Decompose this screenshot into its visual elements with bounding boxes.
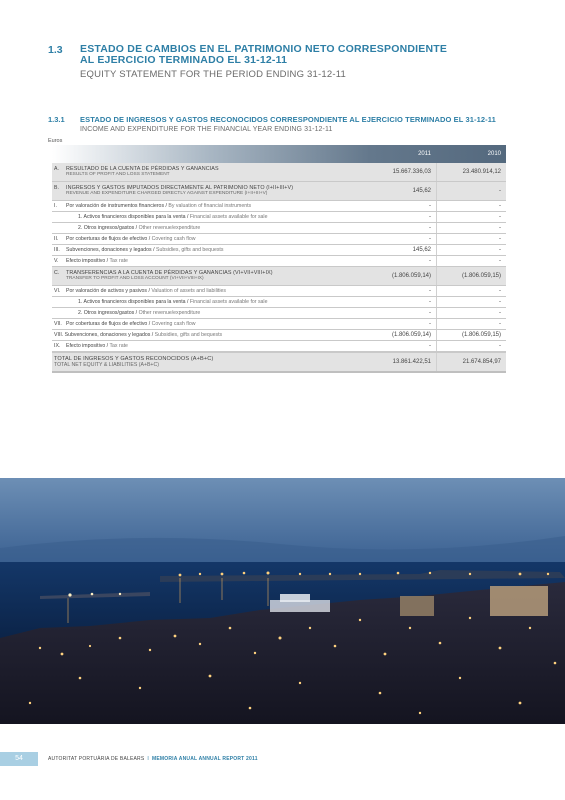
row-text-en: Covering cash flow [151, 236, 196, 242]
section-number: 1.3 [48, 44, 63, 56]
row-label [52, 245, 366, 255]
row-label [52, 319, 366, 329]
harbor-night-photo [0, 478, 565, 724]
row-text-es: Por coberturas de flujos de efectivo [66, 321, 148, 327]
table-row [52, 234, 506, 245]
row-text-es: 1. Activos financieros disponibles para la venta [78, 299, 186, 305]
row-label [52, 201, 366, 211]
cell-2011: (1.806.059,14) [391, 273, 431, 279]
cell-2011: - [429, 214, 431, 220]
row-text-es: 2. Otros ingresos/gastos [78, 310, 135, 316]
section-title: ESTADO DE CAMBIOS EN EL PATRIMONIO NETO CORRESPONDIENTE AL EJERCICIO TERMINADO EL 31-12-11 [80, 43, 448, 66]
row-text: Efecto impositivo / Tax rate [66, 343, 128, 349]
cell-2010: - [436, 297, 506, 307]
row-text: 1. Activos financieros disponibles para la venta / Financial assets available for sale [78, 214, 268, 220]
section-subtitle: EQUITY STATEMENT FOR THE PERIOD ENDING 31-12-11 [80, 69, 346, 80]
row-text-es: Por coberturas de flujos de efectivo [66, 236, 148, 242]
table-row [52, 223, 506, 234]
row-letter: B. [54, 185, 59, 191]
cell-2011: - [429, 321, 431, 327]
cell-2010: (1.806.059,15) [436, 330, 506, 340]
table-header [52, 145, 506, 163]
subsection-subtitle: INCOME AND EXPENDITURE FOR THE FINANCIAL YEAR ENDING 31-12-11 [80, 126, 333, 133]
row-text-en: Valuation of assets and liabilities [151, 288, 226, 294]
row-text-es: Por valoración de activos y pasivos [66, 288, 148, 294]
cell-2010: - [436, 223, 506, 233]
row-text-es: TRANSFERENCIAS A LA CUENTA DE PÉRDIDAS Y GANANCIAS (VI+VII+VIII+IX) [66, 270, 273, 276]
row-text-es: INGRESOS Y GASTOS IMPUTADOS DIRECTAMENTE AL PATRIMONIO NETO (I+II+III+V) [66, 185, 294, 191]
table-row [52, 182, 506, 201]
row-text-es: Por valoración de instrumentos financieros [66, 203, 165, 209]
row-letter: V. [54, 258, 59, 264]
row-text: Por valoración de instrumentos financieros / By valuation of financial instruments [66, 203, 252, 209]
cell-2011: (1.806.059,14) [391, 332, 431, 338]
footer-report: MEMORIA ANUAL ANNUAL REPORT 2011 [152, 756, 258, 762]
unit-label: Euros [48, 138, 63, 144]
row-text-es: RESULTADO DE LA CUENTA DE PÉRDIDAS Y GANANCIAS [66, 166, 219, 172]
cell-2011: - [429, 236, 431, 242]
row-letter: II. [54, 236, 59, 242]
row-label [52, 212, 366, 222]
row-text-en: RESULTS OF PROFIT AND LOSS STATEMENT [66, 172, 170, 177]
header-label-cell [52, 145, 366, 163]
cell-2011: 145,62 [412, 188, 431, 194]
cell-2010: - [436, 245, 506, 255]
row-letter: VI. [54, 288, 61, 294]
row-text: Subvenciones, donaciones y legados / Subsidies, gifts and bequests [66, 247, 224, 253]
table-row [52, 163, 506, 182]
row-label [52, 223, 366, 233]
row-text-es: 1. Activos financieros disponibles para la venta [78, 214, 186, 220]
cell-2011: - [429, 299, 431, 305]
cell-2011: - [429, 203, 431, 209]
row-letter: IX. [54, 343, 61, 349]
row-text-es: Efecto impositivo [66, 258, 106, 264]
table-row [52, 297, 506, 308]
row-text-es: VIII. Subvenciones, donaciones y legados [54, 332, 151, 338]
row-text-en: Other revenue/expenditure [138, 310, 201, 316]
subsection-number: 1.3.1 [48, 115, 65, 124]
row-text [66, 166, 364, 178]
table-row [52, 267, 506, 286]
cell-2011: - [429, 288, 431, 294]
row-text-en: Financial assets available for sale [189, 214, 268, 220]
row-text-en: Financial assets available for sale [189, 299, 268, 305]
row-text-en: TOTAL NET EQUITY & LIABILITIES (A+B+C) [54, 362, 159, 368]
row-text-en: Covering cash flow [151, 321, 196, 327]
row-label [52, 297, 366, 307]
cell-2010: 23.480.914,12 [436, 163, 506, 181]
table-row [52, 286, 506, 297]
row-label [52, 341, 366, 351]
footer-org: AUTORITAT PORTUÀRIA DE BALEARS [48, 756, 145, 762]
row-text-en: Tax rate [109, 258, 128, 264]
table-row [52, 330, 506, 341]
row-letter: VII. [54, 321, 62, 327]
cell-2010: - [436, 212, 506, 222]
row-label [52, 267, 366, 285]
cell-2010: - [436, 234, 506, 244]
row-text: 2. Otros ingresos/gastos / Other revenue/expenditure [78, 310, 201, 316]
row-label [52, 256, 366, 266]
column-header-2011: 2011 [418, 151, 431, 157]
row-text-en: Other revenue/expenditure [138, 225, 201, 231]
cell-2010: - [436, 341, 506, 351]
income-expenditure-table [52, 145, 506, 373]
row-text: 2. Otros ingresos/gastos / Other revenue/expenditure [78, 225, 201, 231]
row-text-es: 2. Otros ingresos/gastos [78, 225, 135, 231]
cell-2010: - [436, 201, 506, 211]
table-row [52, 319, 506, 330]
row-text-es: Subvenciones, donaciones y legados [66, 247, 152, 253]
cell-2011: 15.667.336,03 [392, 169, 431, 175]
row-text-en: Subsidies, gifts and bequests [154, 332, 223, 338]
row-label [52, 353, 366, 371]
footer-separator: I [147, 756, 149, 762]
row-text-en: By valuation of financial instruments [168, 203, 252, 209]
column-header-2010: 2010 [487, 151, 501, 157]
row-label [52, 330, 366, 340]
table-row [52, 245, 506, 256]
row-text: Por coberturas de flujos de efectivo / Covering cash flow [66, 236, 196, 242]
row-label [52, 234, 366, 244]
row-text-en: Subsidies, gifts and bequests [155, 247, 224, 253]
cell-2011: - [429, 310, 431, 316]
cell-2011: 13.861.422,51 [392, 359, 431, 365]
row-label [52, 286, 366, 296]
row-text [54, 356, 364, 368]
row-text: Por valoración de activos y pasivos / Valuation of assets and liabilities [66, 288, 226, 294]
table-row [52, 201, 506, 212]
cell-2010: - [436, 319, 506, 329]
total-row [52, 352, 506, 373]
row-label [52, 163, 366, 181]
cell-2010: (1.806.059,15) [436, 267, 506, 285]
subsection-title: ESTADO DE INGRESOS Y GASTOS RECONOCIDOS CORRESPONDIENTE AL EJERCICIO TERMINADO EL 31-12-11 [80, 115, 496, 124]
table-row [52, 256, 506, 267]
cell-2011: 145,62 [412, 247, 431, 253]
table-row [52, 212, 506, 223]
row-letter: I. [54, 203, 57, 209]
row-text: VIII. Subvenciones, donaciones y legados / Subsidies, gifts and bequests [54, 332, 223, 338]
table-row [52, 308, 506, 319]
cell-2010: - [436, 308, 506, 318]
row-text: 1. Activos financieros disponibles para la venta / Financial assets available for sale [78, 299, 268, 305]
row-label [52, 308, 366, 318]
row-text [66, 185, 364, 197]
row-text-en: TRANSFER TO PROFIT AND LOSS ACCOUNT (VI+VII+VIII+IX) [66, 276, 204, 281]
row-letter: C. [54, 270, 60, 276]
cell-2011: - [429, 343, 431, 349]
row-text: Efecto impositivo / Tax rate [66, 258, 128, 264]
row-text: Por coberturas de flujos de efectivo / Covering cash flow [66, 321, 196, 327]
page-footer [48, 756, 258, 762]
row-label [52, 182, 366, 200]
row-letter: III. [54, 247, 60, 253]
cell-2010: - [436, 182, 506, 200]
cell-2010: - [436, 256, 506, 266]
row-text-en: REVENUE AND EXPENDITURE CHARGED DIRECTLY AGAINST EXPENDITURE (I+II+III+V) [66, 191, 268, 196]
row-letter: A. [54, 166, 59, 172]
row-text [66, 270, 364, 282]
cell-2011: - [429, 258, 431, 264]
cell-2010: - [436, 286, 506, 296]
table-row [52, 341, 506, 352]
cell-2010: 21.674.854,97 [436, 353, 506, 371]
row-text-es: Efecto impositivo [66, 343, 106, 349]
row-text-en: Tax rate [109, 343, 128, 349]
cell-2011: - [429, 225, 431, 231]
row-text-es: TOTAL DE INGRESOS Y GASTOS RECONOCIDOS (A+B+C) [54, 356, 214, 362]
page-number: 54 [0, 752, 38, 766]
